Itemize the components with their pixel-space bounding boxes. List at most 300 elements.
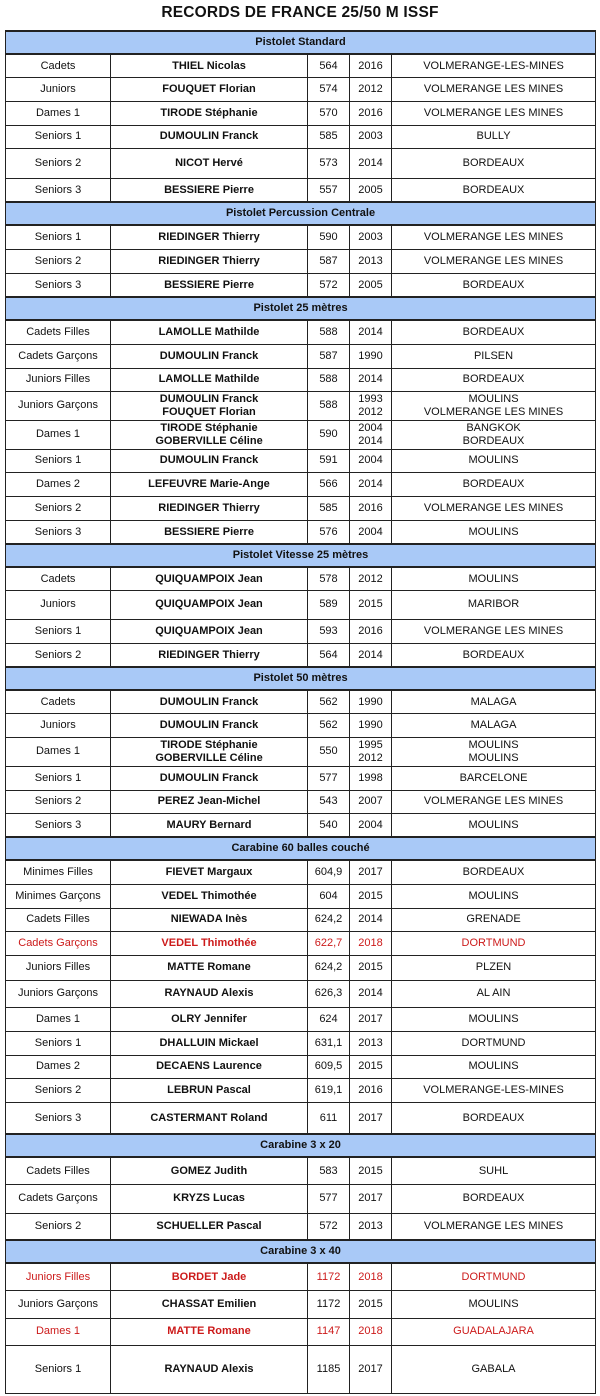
record-year bbox=[350, 368, 392, 391]
record-category: Minimes Garçons bbox=[6, 884, 111, 908]
record-place-line: MOULINS bbox=[468, 572, 519, 585]
record-place-line: BORDEAUX bbox=[462, 866, 525, 878]
record-place bbox=[392, 148, 596, 178]
record-holder-line: RIEDINGER Thierry bbox=[158, 231, 260, 243]
record-holder-line: DUMOULIN Franck bbox=[159, 454, 259, 467]
record-year bbox=[350, 496, 392, 520]
record-holder-line: OLRY Jennifer bbox=[171, 1012, 247, 1025]
record-holder-line: RAYNAUD Alexis bbox=[164, 987, 254, 1000]
record-place bbox=[392, 813, 596, 837]
record-holder-line: DUMOULIN Franck bbox=[159, 349, 259, 362]
record-place-line: BORDEAUX bbox=[462, 1111, 525, 1124]
record-year bbox=[350, 813, 392, 837]
page-title: RECORDS DE FRANCE 25/50 M ISSF bbox=[161, 4, 439, 21]
record-year-line: 2014 bbox=[358, 326, 383, 338]
record-row bbox=[6, 1213, 596, 1240]
record-category: Dames 1 bbox=[6, 1318, 111, 1345]
record-place bbox=[392, 1031, 596, 1055]
record-score: 588 bbox=[308, 391, 350, 420]
record-year-line: 2004 bbox=[358, 454, 383, 467]
record-place-line: VOLMERANGE LES MINES bbox=[423, 82, 564, 95]
record-place-line: MOULINS bbox=[468, 393, 519, 405]
record-place-line: DORTMUND bbox=[461, 1036, 526, 1049]
record-holder bbox=[111, 931, 308, 955]
record-holder bbox=[111, 420, 308, 449]
record-holder-line: FOUQUET Florian bbox=[162, 82, 256, 95]
record-score: 576 bbox=[308, 520, 350, 544]
record-category: Seniors 1 bbox=[6, 125, 111, 148]
record-year-line: 2012 bbox=[358, 405, 383, 418]
record-year-line: 2017 bbox=[358, 1111, 383, 1124]
record-place-line: BORDEAUX bbox=[462, 648, 525, 661]
record-place-line: BANGKOK bbox=[466, 422, 521, 434]
record-category: Juniors Filles bbox=[6, 1263, 111, 1290]
record-holder bbox=[111, 320, 308, 344]
record-place-line: BORDEAUX bbox=[462, 326, 525, 338]
record-place bbox=[392, 420, 596, 449]
record-year bbox=[350, 420, 392, 449]
record-category: Seniors 1 bbox=[6, 766, 111, 790]
record-place bbox=[392, 860, 596, 884]
record-row bbox=[6, 590, 596, 619]
record-year bbox=[350, 1263, 392, 1290]
record-category: Seniors 2 bbox=[6, 790, 111, 813]
record-holder-line: FIEVET Margaux bbox=[165, 866, 253, 878]
record-category: Seniors 1 bbox=[6, 449, 111, 472]
record-holder-line: VEDEL Thimothée bbox=[161, 936, 257, 949]
record-score: 577 bbox=[308, 766, 350, 790]
record-year-line: 2014 bbox=[358, 156, 383, 169]
record-year bbox=[350, 980, 392, 1007]
record-place-line: DORTMUND bbox=[461, 1270, 526, 1283]
record-row bbox=[6, 1031, 596, 1055]
record-holder bbox=[111, 1157, 308, 1184]
record-score: 564 bbox=[308, 643, 350, 667]
record-score: 583 bbox=[308, 1157, 350, 1184]
record-year bbox=[350, 1157, 392, 1184]
record-holder-line: TIRODE Stéphanie bbox=[160, 739, 258, 751]
record-category: Cadets Filles bbox=[6, 1157, 111, 1184]
record-year-line: 2015 bbox=[358, 1297, 383, 1310]
record-score: 590 bbox=[308, 420, 350, 449]
section-title: Pistolet Vitesse 25 mètres bbox=[6, 544, 596, 567]
record-holder-line: LAMOLLE Mathilde bbox=[158, 326, 260, 338]
record-holder bbox=[111, 178, 308, 202]
record-year bbox=[350, 1213, 392, 1240]
record-holder bbox=[111, 125, 308, 148]
record-place bbox=[392, 643, 596, 667]
record-holder bbox=[111, 790, 308, 813]
record-score: 543 bbox=[308, 790, 350, 813]
record-place bbox=[392, 690, 596, 713]
record-year bbox=[350, 1055, 392, 1078]
record-score: 624,2 bbox=[308, 908, 350, 931]
record-row bbox=[6, 931, 596, 955]
record-year-line: 1993 bbox=[358, 393, 383, 405]
record-year-line: 2016 bbox=[358, 501, 383, 514]
record-holder-line: SCHUELLER Pascal bbox=[156, 1220, 262, 1232]
record-year-line: 2018 bbox=[358, 1325, 383, 1338]
record-category: Seniors 2 bbox=[6, 1078, 111, 1102]
record-year bbox=[350, 1290, 392, 1318]
section-title: Pistolet Standard bbox=[6, 31, 596, 54]
record-place bbox=[392, 908, 596, 931]
record-year-line: 2017 bbox=[358, 1362, 383, 1375]
record-place bbox=[392, 249, 596, 273]
record-year bbox=[350, 567, 392, 590]
record-year bbox=[350, 766, 392, 790]
record-holder-line: THIEL Nicolas bbox=[172, 59, 246, 72]
record-year-line: 2018 bbox=[358, 1270, 383, 1283]
record-place bbox=[392, 101, 596, 125]
record-year-line: 2015 bbox=[358, 1060, 383, 1073]
record-place-line: PILSEN bbox=[473, 349, 514, 362]
record-score: 609,5 bbox=[308, 1055, 350, 1078]
record-year bbox=[350, 737, 392, 766]
record-category: Juniors bbox=[6, 77, 111, 101]
record-holder-line: KRYZS Lucas bbox=[173, 1192, 245, 1205]
record-score: 578 bbox=[308, 567, 350, 590]
record-year bbox=[350, 1007, 392, 1031]
record-place bbox=[392, 1290, 596, 1318]
record-row bbox=[6, 955, 596, 980]
record-category: Seniors 3 bbox=[6, 1102, 111, 1134]
record-score: 540 bbox=[308, 813, 350, 837]
record-year-line: 2018 bbox=[358, 936, 383, 949]
record-score: 574 bbox=[308, 77, 350, 101]
record-year-line: 2016 bbox=[358, 106, 383, 119]
record-row bbox=[6, 884, 596, 908]
record-category: Minimes Filles bbox=[6, 860, 111, 884]
record-place-line: SUHL bbox=[478, 1164, 509, 1177]
record-score: 562 bbox=[308, 713, 350, 737]
record-score: 550 bbox=[308, 737, 350, 766]
record-holder-line: DUMOULIN Franck bbox=[159, 130, 259, 143]
record-score: 1172 bbox=[308, 1263, 350, 1290]
record-place bbox=[392, 496, 596, 520]
record-place bbox=[392, 713, 596, 737]
record-holder-line: DHALLUIN Mickael bbox=[159, 1036, 259, 1049]
record-year-line: 2004 bbox=[358, 422, 383, 434]
record-place bbox=[392, 472, 596, 496]
record-row bbox=[6, 1055, 596, 1078]
record-score: 1147 bbox=[308, 1318, 350, 1345]
record-holder bbox=[111, 1031, 308, 1055]
record-holder-line: DUMOULIN Franck bbox=[159, 718, 259, 731]
record-score: 566 bbox=[308, 472, 350, 496]
record-score: 593 bbox=[308, 619, 350, 643]
record-category: Cadets bbox=[6, 690, 111, 713]
record-year-line: 2014 bbox=[358, 913, 383, 926]
record-holder bbox=[111, 472, 308, 496]
record-year bbox=[350, 148, 392, 178]
record-year bbox=[350, 1031, 392, 1055]
record-year bbox=[350, 225, 392, 249]
record-row bbox=[6, 249, 596, 273]
section-title: Pistolet 50 mètres bbox=[6, 667, 596, 690]
record-place-line: BORDEAUX bbox=[462, 373, 525, 386]
record-category: Seniors 1 bbox=[6, 1031, 111, 1055]
record-year bbox=[350, 590, 392, 619]
record-score: 588 bbox=[308, 368, 350, 391]
record-place bbox=[392, 125, 596, 148]
records-body bbox=[6, 31, 596, 1393]
record-category: Juniors Garçons bbox=[6, 391, 111, 420]
record-place bbox=[392, 1102, 596, 1134]
record-holder-line: LAMOLLE Mathilde bbox=[158, 373, 260, 386]
record-holder-line: DECAENS Laurence bbox=[156, 1060, 262, 1073]
record-holder-line: CHASSAT Emilien bbox=[161, 1297, 257, 1310]
record-holder bbox=[111, 368, 308, 391]
record-row bbox=[6, 1007, 596, 1031]
record-row bbox=[6, 1184, 596, 1213]
record-category: Seniors 2 bbox=[6, 249, 111, 273]
section-title: Carabine 60 balles couché bbox=[6, 837, 596, 860]
record-row bbox=[6, 860, 596, 884]
record-holder-line: GOBERVILLE Céline bbox=[155, 434, 263, 447]
record-place-line: GABALA bbox=[471, 1362, 516, 1375]
record-holder bbox=[111, 619, 308, 643]
record-place-line: MALAGA bbox=[470, 695, 517, 708]
record-holder bbox=[111, 344, 308, 368]
record-year-line: 2012 bbox=[358, 751, 383, 764]
record-category: Juniors Garçons bbox=[6, 1290, 111, 1318]
record-holder bbox=[111, 590, 308, 619]
record-row bbox=[6, 77, 596, 101]
record-place-line: BORDEAUX bbox=[462, 1192, 525, 1205]
record-year bbox=[350, 619, 392, 643]
record-category: Seniors 3 bbox=[6, 520, 111, 544]
record-holder-line: DUMOULIN Franck bbox=[159, 695, 259, 708]
record-place bbox=[392, 737, 596, 766]
record-holder bbox=[111, 884, 308, 908]
record-holder bbox=[111, 54, 308, 77]
record-row bbox=[6, 148, 596, 178]
record-place-line: AL AIN bbox=[476, 987, 511, 1000]
record-place bbox=[392, 368, 596, 391]
record-year-line: 2012 bbox=[358, 82, 383, 95]
record-holder-line: QUIQUAMPOIX Jean bbox=[155, 598, 263, 611]
record-place-line: BORDEAUX bbox=[462, 477, 525, 490]
record-year-line: 2014 bbox=[358, 648, 383, 661]
record-holder bbox=[111, 1263, 308, 1290]
record-row bbox=[6, 766, 596, 790]
records-table bbox=[5, 30, 596, 1394]
record-category: Cadets Filles bbox=[6, 908, 111, 931]
record-year-line: 2015 bbox=[358, 598, 383, 611]
record-place-line: GRENADE bbox=[466, 913, 521, 926]
record-holder-line: MATTE Romane bbox=[167, 1325, 251, 1338]
record-row bbox=[6, 1102, 596, 1134]
record-place bbox=[392, 790, 596, 813]
record-place bbox=[392, 766, 596, 790]
record-place-line: BULLY bbox=[476, 130, 511, 143]
record-place-line: BARCELONE bbox=[459, 771, 528, 784]
record-row bbox=[6, 125, 596, 148]
record-row bbox=[6, 1078, 596, 1102]
record-row bbox=[6, 273, 596, 297]
record-row bbox=[6, 344, 596, 368]
record-score: 585 bbox=[308, 496, 350, 520]
record-place bbox=[392, 619, 596, 643]
record-year-line: 2014 bbox=[358, 434, 383, 447]
record-score: 572 bbox=[308, 273, 350, 297]
record-place bbox=[392, 1157, 596, 1184]
record-score: 611 bbox=[308, 1102, 350, 1134]
record-year-line: 2003 bbox=[358, 231, 383, 243]
record-year-line: 1995 bbox=[358, 739, 383, 751]
record-holder bbox=[111, 690, 308, 713]
record-score: 564 bbox=[308, 54, 350, 77]
record-year bbox=[350, 472, 392, 496]
record-category: Juniors bbox=[6, 713, 111, 737]
record-year bbox=[350, 520, 392, 544]
record-year-line: 2013 bbox=[358, 254, 383, 267]
record-place bbox=[392, 391, 596, 420]
record-holder-line: TIRODE Stéphanie bbox=[160, 422, 258, 434]
record-place bbox=[392, 1055, 596, 1078]
record-row bbox=[6, 713, 596, 737]
record-place-line: MOULINS bbox=[468, 889, 519, 902]
record-holder bbox=[111, 1213, 308, 1240]
record-score: 587 bbox=[308, 344, 350, 368]
record-row bbox=[6, 1263, 596, 1290]
record-score: 585 bbox=[308, 125, 350, 148]
record-place bbox=[392, 590, 596, 619]
record-holder bbox=[111, 813, 308, 837]
record-row bbox=[6, 1318, 596, 1345]
record-row bbox=[6, 496, 596, 520]
record-year-line: 2017 bbox=[358, 866, 383, 878]
record-holder-line: QUIQUAMPOIX Jean bbox=[155, 624, 263, 637]
record-year-line: 2015 bbox=[358, 961, 383, 974]
record-place-line: VOLMERANGE LES MINES bbox=[423, 624, 564, 637]
record-year bbox=[350, 344, 392, 368]
record-row bbox=[6, 690, 596, 713]
record-category: Seniors 3 bbox=[6, 273, 111, 297]
record-year bbox=[350, 884, 392, 908]
record-year-line: 2005 bbox=[358, 278, 383, 291]
record-holder-line: BORDET Jade bbox=[171, 1270, 247, 1283]
record-year bbox=[350, 391, 392, 420]
record-year-line: 2013 bbox=[358, 1220, 383, 1232]
record-row bbox=[6, 1157, 596, 1184]
record-holder-line: NICOT Hervé bbox=[175, 156, 243, 169]
record-place bbox=[392, 1007, 596, 1031]
record-year bbox=[350, 713, 392, 737]
record-score: 590 bbox=[308, 225, 350, 249]
record-holder-line: MAURY Bernard bbox=[166, 818, 252, 831]
record-holder bbox=[111, 1345, 308, 1393]
record-category: Juniors Filles bbox=[6, 368, 111, 391]
record-place-line: MARIBOR bbox=[467, 598, 520, 611]
record-score: 589 bbox=[308, 590, 350, 619]
record-year-line: 2015 bbox=[358, 889, 383, 902]
record-category: Juniors bbox=[6, 590, 111, 619]
record-place-line: DORTMUND bbox=[461, 936, 526, 949]
record-row bbox=[6, 643, 596, 667]
record-year bbox=[350, 449, 392, 472]
record-category: Dames 1 bbox=[6, 101, 111, 125]
record-place bbox=[392, 567, 596, 590]
record-place bbox=[392, 178, 596, 202]
record-row bbox=[6, 368, 596, 391]
record-row bbox=[6, 790, 596, 813]
record-place-line: MOULINS bbox=[468, 1297, 519, 1310]
record-score: 624,2 bbox=[308, 955, 350, 980]
record-holder-line: MATTE Romane bbox=[167, 961, 251, 974]
record-holder-line: DUMOULIN Franck bbox=[159, 393, 259, 405]
record-year bbox=[350, 54, 392, 77]
record-place bbox=[392, 320, 596, 344]
record-place bbox=[392, 344, 596, 368]
record-holder-line: RIEDINGER Thierry bbox=[158, 501, 260, 514]
record-place bbox=[392, 931, 596, 955]
record-year bbox=[350, 1345, 392, 1393]
record-category: Dames 2 bbox=[6, 472, 111, 496]
record-year-line: 1998 bbox=[358, 771, 383, 784]
record-place-line: PLZEN bbox=[475, 961, 512, 974]
record-row bbox=[6, 980, 596, 1007]
record-category: Cadets Garçons bbox=[6, 931, 111, 955]
record-holder bbox=[111, 1007, 308, 1031]
record-holder bbox=[111, 391, 308, 420]
record-category: Cadets Filles bbox=[6, 320, 111, 344]
record-category: Dames 2 bbox=[6, 1055, 111, 1078]
record-row bbox=[6, 1345, 596, 1393]
record-holder bbox=[111, 1078, 308, 1102]
record-place bbox=[392, 273, 596, 297]
record-place bbox=[392, 449, 596, 472]
record-year bbox=[350, 249, 392, 273]
record-year bbox=[350, 1078, 392, 1102]
record-year-line: 2004 bbox=[358, 818, 383, 831]
record-row bbox=[6, 178, 596, 202]
record-category: Cadets Garçons bbox=[6, 344, 111, 368]
record-holder bbox=[111, 643, 308, 667]
record-category: Seniors 1 bbox=[6, 619, 111, 643]
record-score: 604,9 bbox=[308, 860, 350, 884]
record-place-line: VOLMERANGE LES MINES bbox=[423, 254, 564, 267]
record-category: Seniors 1 bbox=[6, 225, 111, 249]
record-holder bbox=[111, 520, 308, 544]
record-place bbox=[392, 77, 596, 101]
record-category: Seniors 2 bbox=[6, 496, 111, 520]
record-place-line: VOLMERANGE LES MINES bbox=[423, 501, 564, 514]
record-place-line: MOULINS bbox=[468, 454, 519, 467]
record-category: Seniors 2 bbox=[6, 148, 111, 178]
record-holder bbox=[111, 249, 308, 273]
record-year bbox=[350, 320, 392, 344]
record-holder bbox=[111, 148, 308, 178]
record-row bbox=[6, 391, 596, 420]
record-holder-line: RAYNAUD Alexis bbox=[164, 1362, 254, 1375]
record-score: 557 bbox=[308, 178, 350, 202]
record-year bbox=[350, 273, 392, 297]
section-header-carabine-60-balles-couche bbox=[6, 837, 596, 860]
record-row bbox=[6, 908, 596, 931]
record-year bbox=[350, 101, 392, 125]
record-category: Juniors Garçons bbox=[6, 980, 111, 1007]
record-holder bbox=[111, 449, 308, 472]
record-score: 562 bbox=[308, 690, 350, 713]
record-place bbox=[392, 520, 596, 544]
record-year-line: 2015 bbox=[358, 1164, 383, 1177]
record-year-line: 2014 bbox=[358, 987, 383, 1000]
record-category: Cadets bbox=[6, 54, 111, 77]
record-holder bbox=[111, 908, 308, 931]
record-row bbox=[6, 619, 596, 643]
